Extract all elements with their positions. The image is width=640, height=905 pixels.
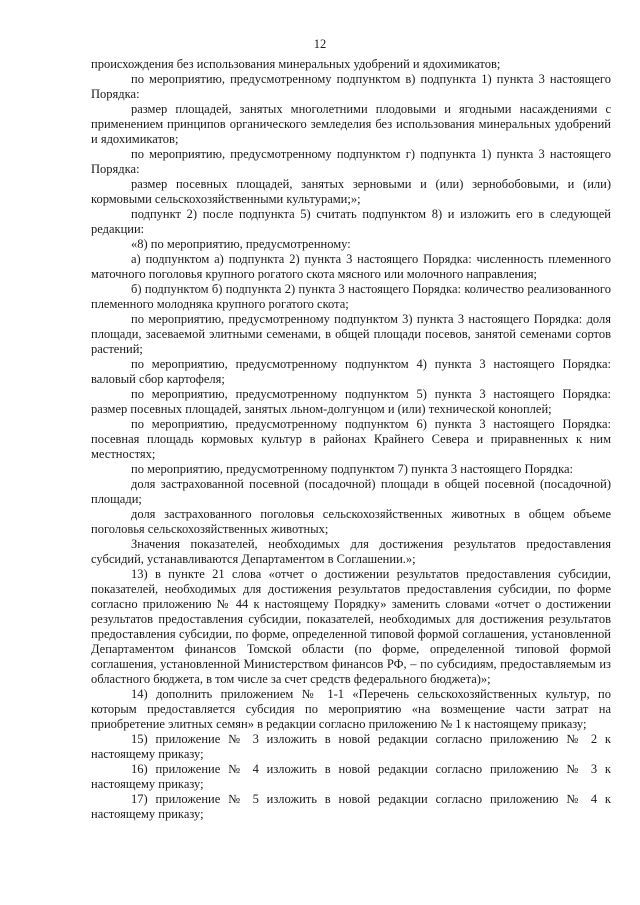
paragraph-6: подпункт 2) после подпункта 5) считать подпунктом 8) и изложить его в следующей редакции: [91, 207, 611, 236]
paragraph-16: доля застрахованного поголовья сельскохозяйственных животных в общем объеме поголовья сельскохозяйственных животных; [91, 507, 611, 536]
paragraph-1: происхождения без использования минеральных удобрений и ядохимикатов; [91, 57, 501, 71]
paragraph-11: по мероприятию, предусмотренному подпунктом 4) пункта 3 настоящего Порядка: валовый сбор картофеля; [91, 357, 611, 386]
paragraph-21: 16) приложение № 4 изложить в новой редакции согласно приложению № 3 к настоящему приказу; [91, 762, 611, 791]
paragraph-4: по мероприятию, предусмотренному подпунктом г) подпункта 1) пункта 3 настоящего Порядка: [91, 147, 611, 176]
paragraph-3: размер площадей, занятых многолетними плодовыми и ягодными насаждениями с применением принципов органического земледелия без использования минеральных удобрений и ядохимикатов; [91, 102, 611, 146]
paragraph-17: Значения показателей, необходимых для достижения результатов предоставления субсидий, устанавливаются Департаментом в Соглашении.»; [91, 537, 611, 566]
paragraph-10: по мероприятию, предусмотренному подпунктом 3) пункта 3 настоящего Порядка: доля площади, засеваемой элитными семенами, в общей площади посевов, занятой семенами сортов растений; [91, 312, 611, 356]
paragraph-19: 14) дополнить приложением № 1-1 «Перечень сельскохозяйственных культур, по которым предоставляется субсидия по мероприятию «на возмещение части затрат на приобретение элитных семян» в редакции согласно приложению № 1 к настоящему приказу; [91, 687, 611, 731]
paragraph-5: размер посевных площадей, занятых зерновыми и (или) зернобобовыми, и (или) кормовыми сельскохозяйственными культурами;»; [91, 177, 611, 206]
paragraph-20: 15) приложение № 3 изложить в новой редакции согласно приложению № 2 к настоящему приказу; [91, 732, 611, 761]
paragraph-14: по мероприятию, предусмотренному подпунктом 7) пункта 3 настоящего Порядка: [131, 462, 574, 476]
paragraph-18: 13) в пункте 21 слова «отчет о достижении результатов предоставления субсидии, показателей, необходимых для достижения результатов предоставления субсидии, по форме согласно приложению № 44 к настоящему Порядку» заменить словами «отчет о достижении результатов предоставления субсидии, показателей, необходимых для достижения результатов предоставления субсидии, по форме, определенной типовой формой соглашения, установленной Департаментом финансов Томской области (по форме, определенной типовой формой соглашения, установленной Министерством финансов РФ, – по субсидиям, предоставляемым из областного бюджета, в том числе за счет средств федерального бюджета)»; [91, 567, 611, 686]
paragraph-9: б) подпунктом б) подпункта 2) пункта 3 настоящего Порядка: количество реализованного племенного молодняка крупного рогатого скота; [91, 282, 611, 311]
paragraph-7: «8) по мероприятию, предусмотренному: [131, 237, 351, 251]
document-body [91, 57, 611, 822]
paragraph-13: по мероприятию, предусмотренному подпунктом 6) пункта 3 настоящего Порядка: посевная площадь кормовых культур в районах Крайнего Севера и приравненных к ним местностях; [91, 417, 611, 461]
paragraph-8: а) подпунктом а) подпункта 2) пункта 3 настоящего Порядка: численность племенного маточного поголовья крупного рогатого скота мясного или молочного направления; [91, 252, 611, 281]
page-number: 12 [313, 37, 327, 51]
paragraph-12: по мероприятию, предусмотренному подпунктом 5) пункта 3 настоящего Порядка: размер посевных площадей, занятых льном-долгунцом и (или) технической коноплей; [91, 387, 611, 416]
paragraph-2: по мероприятию, предусмотренному подпунктом в) подпункта 1) пункта 3 настоящего Порядка: [91, 72, 611, 101]
paragraph-15: доля застрахованной посевной (посадочной) площади в общей посевной (посадочной) площади; [91, 477, 611, 506]
paragraph-22: 17) приложение № 5 изложить в новой редакции согласно приложению № 4 к настоящему приказу; [91, 792, 611, 821]
